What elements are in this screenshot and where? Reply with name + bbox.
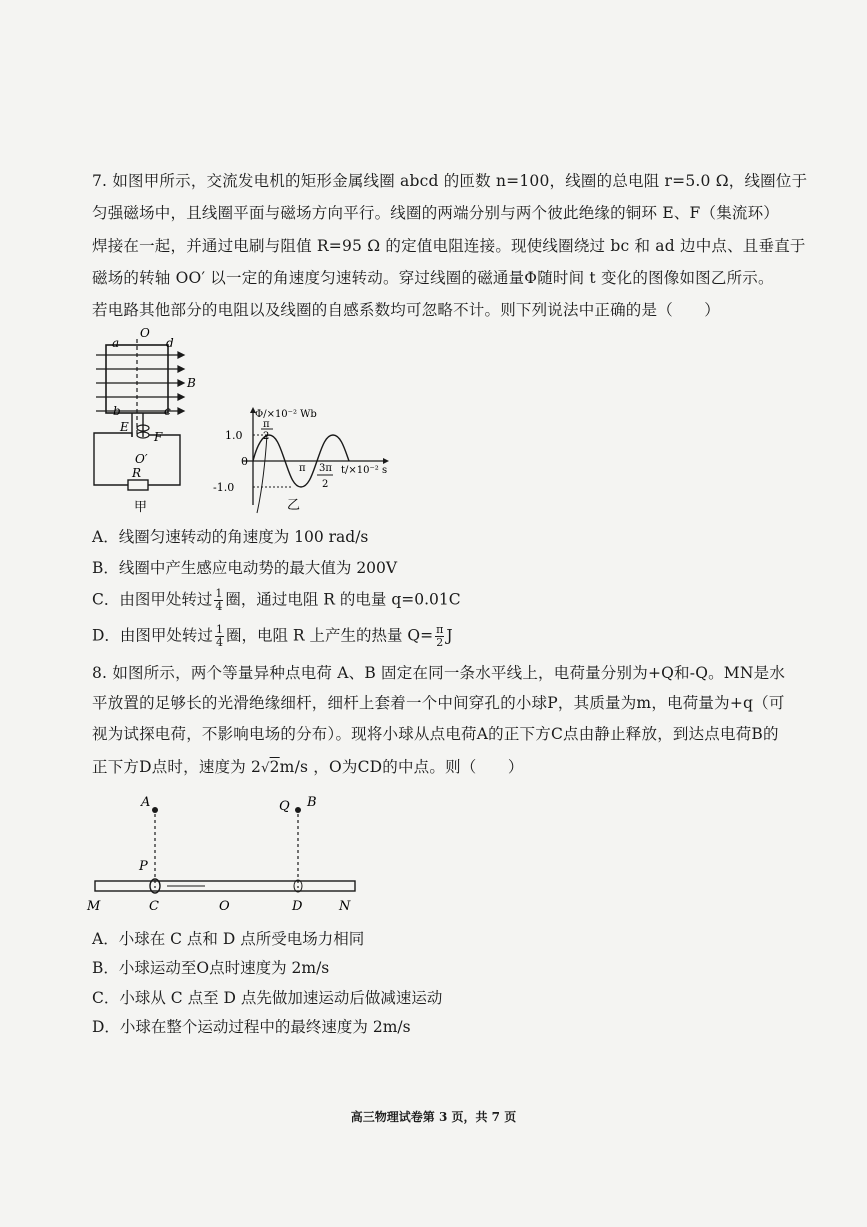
q8-line-3: 视为试探电荷，不影响电场的分布）。现将小球从点电荷A的正下方C点由静止释放，到达点电荷B的	[92, 725, 779, 743]
svg-text:3π: 3π	[319, 463, 332, 474]
q7-line-3: 焊接在一起，并通过电刷与阻值 R=95 Ω 的定值电阻连接。现使线圈绕过 bc 和 ad 边中点、且垂直于	[92, 237, 806, 255]
q8-option-d: D．小球在整个运动过程中的最终速度为 2m/s	[92, 1018, 411, 1036]
q7-line-1: 7. 如图甲所示，交流发电机的矩形金属线圈 abcd 的匝数 n=100，线圈的总电阻 r=5.0 Ω，线圈位于	[92, 172, 808, 190]
caption-yi: 乙	[287, 498, 301, 513]
svg-text:O′: O′	[135, 452, 148, 466]
q8-line-4: 正下方D点时，速度为 2√2m/s ，O为CD的中点。则（ ）	[92, 758, 524, 776]
svg-text:P: P	[139, 859, 148, 874]
q8-line-2: 平放置的足够长的光滑绝缘细杆，细杆上套着一个中间穿孔的小球P，其质量为m，电荷量为+q（可	[92, 694, 785, 712]
q7-option-c: C．由图甲处转过 $\frac{1}{4}$ 圈，通过电阻 R 的电量 q=0.01C	[92, 587, 461, 613]
q7-line-2: 匀强磁场中，且线圈平面与磁场方向平行。线圈的两端分别与两个彼此绝缘的铜环 E、F（集流环）	[92, 204, 779, 222]
q7-option-a: A．线圈匀速转动的角速度为 100 rad/s	[92, 528, 369, 546]
svg-text:0: 0	[241, 455, 248, 468]
q8-option-a: A．小球在 C 点和 D 点所受电场力相同	[92, 930, 365, 948]
q8-option-c: C．小球从 C 点至 D 点先做加速运动后做减速运动	[92, 989, 443, 1007]
svg-text:-1.0: -1.0	[213, 481, 235, 494]
svg-text:B: B	[187, 376, 196, 390]
field-lines	[96, 352, 184, 414]
rod-mn	[95, 881, 355, 891]
charge-b	[295, 807, 301, 813]
svg-text:Q: Q	[279, 799, 290, 814]
svg-text:N: N	[339, 899, 351, 914]
figure-q8	[85, 788, 375, 918]
svg-text:b: b	[113, 404, 121, 418]
svg-text:C: C	[149, 899, 159, 914]
q7-option-d: D．由图甲处转过 $\frac{1}{4}$ 圈，电阻 R 上产生的热量 Q= $\frac{\pi}{2}$ J	[92, 623, 453, 649]
svg-text:c: c	[164, 404, 171, 418]
yi-y-axis-label: Φ/×10⁻² Wb	[255, 409, 317, 420]
svg-text:F: F	[154, 430, 163, 444]
svg-text:M: M	[87, 899, 101, 914]
yi-x-axis-label: t/×10⁻² s	[341, 465, 388, 476]
caption-jia: 甲	[134, 500, 148, 515]
figure-jia	[88, 325, 198, 515]
svg-text:2: 2	[322, 479, 329, 490]
svg-text:O: O	[219, 899, 230, 914]
q8-line-1: 8. 如图所示，两个等量异种点电荷 A、B 固定在同一条水平线上，电荷量分别为+Q和-Q。MN是水	[92, 664, 786, 682]
svg-text:B: B	[307, 795, 317, 810]
svg-text:1.0: 1.0	[225, 429, 243, 442]
figure-yi	[205, 405, 405, 515]
svg-text:2: 2	[263, 431, 270, 442]
svg-text:a: a	[112, 336, 120, 350]
q8-option-b: B．小球运动至O点时速度为 2m/s	[92, 959, 330, 977]
svg-text:π: π	[263, 419, 270, 430]
resistor-r	[128, 480, 148, 490]
q7-option-b: B．线圈中产生感应电动势的最大值为 200V	[92, 559, 398, 577]
svg-text:π: π	[299, 463, 306, 474]
svg-text:d: d	[166, 336, 174, 350]
svg-text:A: A	[141, 795, 151, 810]
label-o: O	[140, 326, 150, 340]
svg-text:E: E	[120, 420, 129, 434]
q7-line-4: 磁场的转轴 OO′ 以一定的角速度匀速转动。穿过线圈的磁通量Φ随时间 t 变化的图像如图乙所示。	[92, 269, 774, 287]
page-footer: 高三物理试卷第 3 页，共 7 页	[350, 1110, 517, 1124]
charge-a	[152, 807, 158, 813]
q7-line-5: 若电路其他部分的电阻以及线圈的自感系数均可忽略不计。则下列说法中正确的是（ ）	[92, 301, 721, 319]
svg-text:R: R	[132, 466, 142, 480]
svg-text:D: D	[292, 899, 303, 914]
